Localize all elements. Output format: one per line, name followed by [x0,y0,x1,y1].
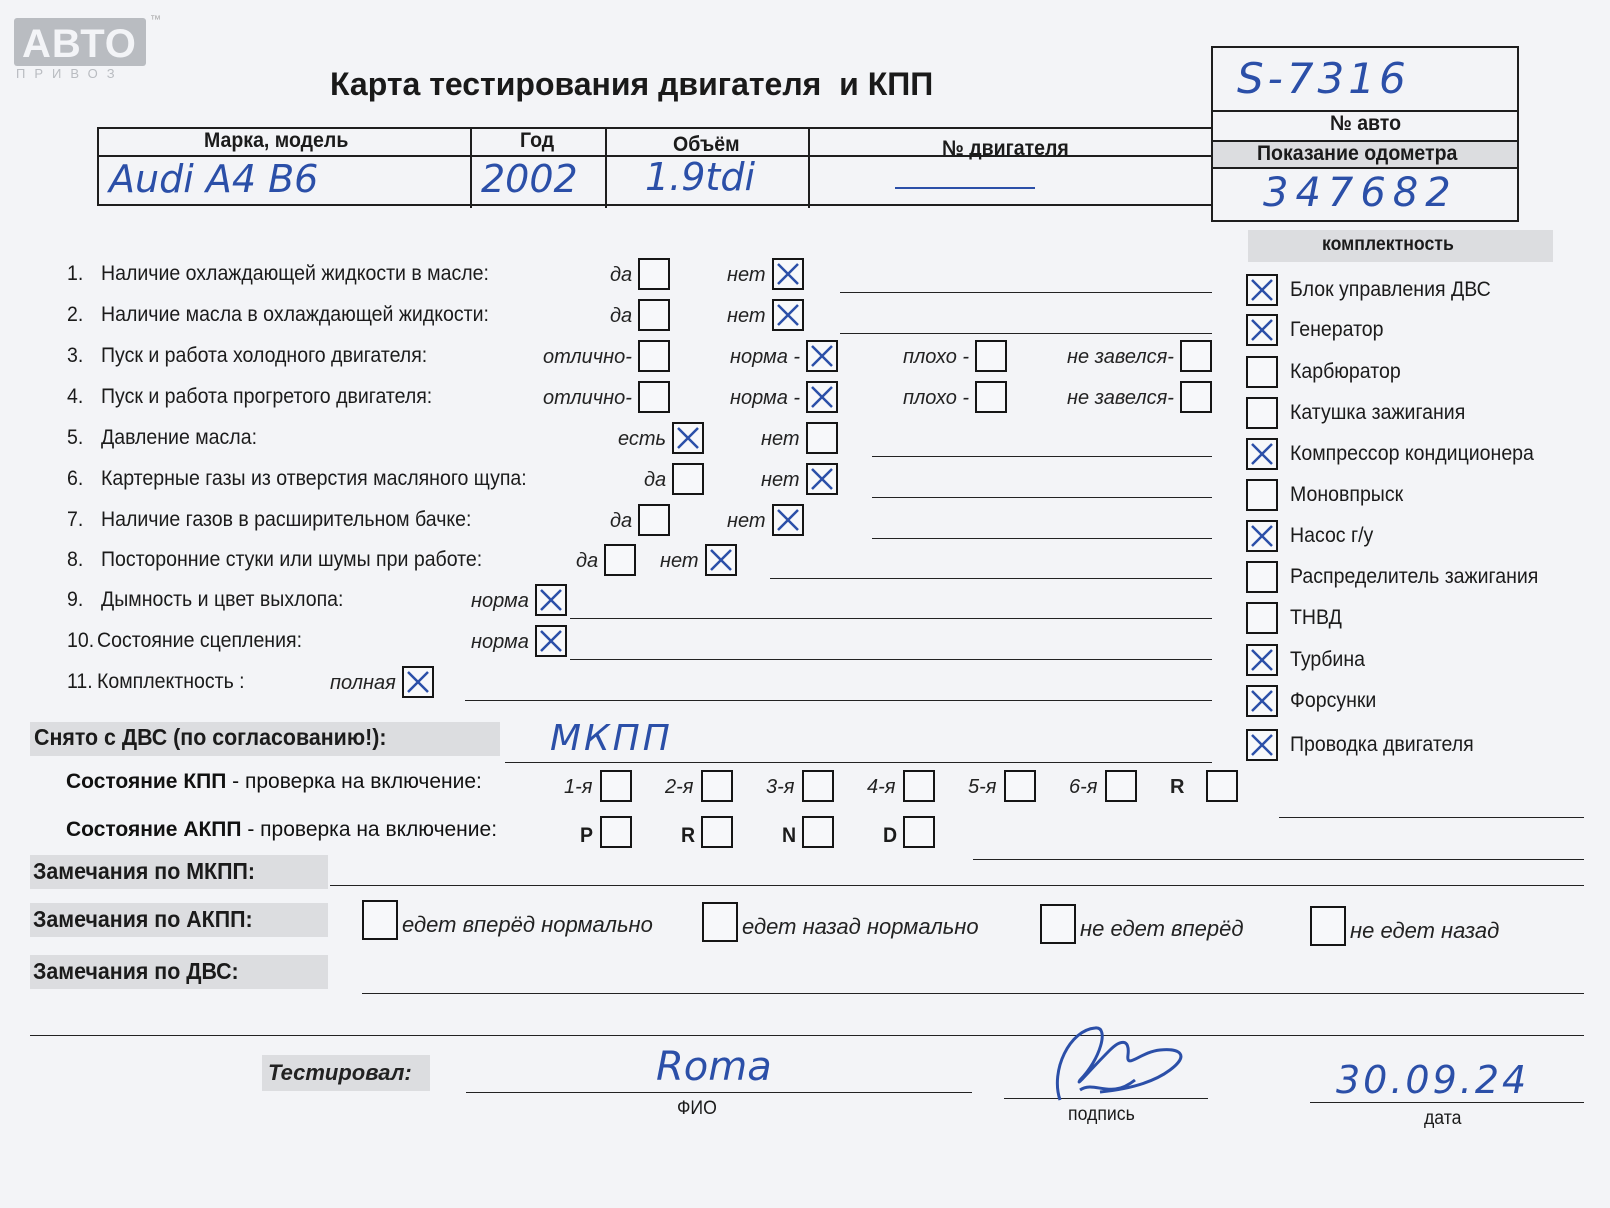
kpp-gear-label: 6-я [1069,776,1098,798]
auto-number-label: № авто [1330,112,1402,135]
completeness-item-label: Турбина [1290,648,1365,671]
akpp-remark-checkbox[interactable] [362,900,398,940]
checkbox-q1-1[interactable] [638,258,670,290]
question-number: 9. [67,588,84,611]
question-number: 7. [67,508,84,531]
option-label: нет [727,305,766,327]
kpp-gear-label: 5-я [968,776,997,798]
answer-line [570,618,1212,619]
option-label: нет [761,428,800,450]
kpp-gear-label: 4-я [867,776,896,798]
completeness-item-label: Компрессор кондиционера [1290,442,1534,465]
header-model-label: Марка, модель [204,129,349,152]
answer-line [840,292,1212,293]
fio-label: ФИО [677,1098,717,1119]
akpp-remark-label: едет вперёд нормально [402,912,653,937]
akpp-remark-label: не едет вперёд [1080,916,1244,941]
question-number: 3. [67,344,84,367]
akpp-gear-label: N [782,824,797,847]
checkbox-q4-3[interactable] [975,381,1007,413]
answer-line [872,538,1212,539]
auto-number-value: S-7316 [1237,54,1410,103]
akpp-gear-label: P [580,824,594,847]
completeness-item-label: Блок управления ДВС [1290,278,1491,301]
odometer-value: 347682 [1263,170,1458,216]
option-label: да [610,510,633,532]
answer-line [465,700,1212,701]
question-text: Наличие охлаждающей жидкости в масле: [101,262,489,285]
odometer-label: Показание одометра [1257,142,1458,165]
remarks-dvs-label: Замечания по ДВС: [33,958,239,984]
header-year-value: 2002 [481,157,578,201]
fio-line [466,1092,972,1093]
checkbox-q3-1[interactable] [638,340,670,372]
removed-line [505,762,1212,763]
header-engine-label: № двигателя [942,137,1069,160]
akpp-remark-checkbox[interactable] [702,902,738,942]
remarks-dvs-line-2 [30,1035,1584,1036]
akpp-label-bold: Состояние АКПП [66,818,242,841]
sign-label: подпись [1068,1104,1135,1125]
header-volume-label: Объём [673,133,740,156]
option-label: плохо - [903,387,970,409]
option-label: да [610,305,633,327]
remarks-mkpp-label: Замечания по МКПП: [33,858,255,884]
header-year-label: Год [520,129,555,152]
question-text: Картерные газы из отверстия масляного щупа: [101,467,527,490]
question-number: 4. [67,385,84,408]
completeness-checkbox[interactable] [1246,438,1278,470]
option-label: не завелся- [1067,346,1174,368]
question-text: Пуск и работа холодного двигателя: [101,344,428,367]
checkbox-q3-3[interactable] [975,340,1007,372]
question-number: 11. [67,670,93,693]
logo-tm: ™ [150,14,161,26]
fio-value: Roma [656,1044,772,1090]
akpp-remark-checkbox[interactable] [1310,906,1346,946]
checkbox-q7-2[interactable] [772,504,804,536]
option-label: да [576,550,599,572]
akpp-label [66,818,497,842]
completeness-checkbox[interactable] [1246,520,1278,552]
checkbox-q4-1[interactable] [638,381,670,413]
engine-dash-mark [895,187,1035,189]
option-label: норма [471,590,529,612]
kpp-gear-label: 1-я [564,776,593,798]
checkbox-q2-1[interactable] [638,299,670,331]
akpp-remark-label: не едет назад [1350,918,1500,943]
option-label: норма - [730,346,801,368]
option-label: есть [618,428,667,450]
question-text: Дымность и цвет выхлопа: [101,588,344,611]
completeness-checkbox[interactable] [1246,602,1278,634]
completeness-item-label: Моновпрыск [1290,483,1404,506]
question-text: Состояние сцепления: [97,629,303,652]
question-text: Наличие масла в охлаждающей жидкости: [101,303,489,326]
completeness-checkbox[interactable] [1246,644,1278,676]
option-label: да [644,469,667,491]
akpp-remark-checkbox[interactable] [1040,904,1076,944]
remarks-mkpp-line [330,885,1584,886]
header-table [97,127,1213,206]
date-value: 30.09.24 [1336,1058,1530,1102]
remarks-dvs-line [362,993,1584,994]
option-label: отлично- [543,346,632,368]
question-text: Пуск и работа прогретого двигателя: [101,385,433,408]
tested-label: Тестировал: [268,1060,412,1085]
option-label: норма - [730,387,801,409]
kpp-gear-checkbox[interactable] [1105,770,1137,802]
option-label: не завелся- [1067,387,1174,409]
checkbox-q5-1[interactable] [672,422,704,454]
header-volume-value: 1.9tdi [645,155,756,199]
auto-block [1211,46,1519,222]
kpp-gear-label: 2-я [665,776,694,798]
kpp-label-bold: Состояние КПП [66,770,227,793]
checkbox-q11-1[interactable] [402,666,434,698]
question-text: Наличие газов в расширительном бачке: [101,508,472,531]
kpp-gear-checkbox[interactable] [600,770,632,802]
kpp-gear-checkbox[interactable] [903,770,935,802]
kpp-line [1279,817,1584,818]
completeness-checkbox[interactable] [1246,314,1278,346]
akpp-label-rest: - проверка на включение: [241,818,498,841]
option-label: нет [761,469,800,491]
completeness-item-label: Насос г/у [1290,524,1374,547]
kpp-gear-label: 3-я [766,776,795,798]
logo-brand: АВТО [22,22,137,66]
answer-line [872,456,1212,457]
logo-sub: ПРИВОЗ [16,66,124,81]
date-line [1310,1102,1584,1103]
checkbox-q4-2[interactable] [806,381,838,413]
kpp-gear-label: R [1170,776,1185,798]
answer-line [840,333,1212,334]
question-number: 10. [67,629,95,652]
completeness-checkbox[interactable] [1246,397,1278,429]
completeness-checkbox[interactable] [1246,729,1278,761]
checkbox-q10-1[interactable] [535,625,567,657]
option-label: нет [660,550,699,572]
removed-label: Снято с ДВС (по согласованию!): [34,724,387,750]
completeness-item-label: Катушка зажигания [1290,401,1466,424]
kpp-label [66,770,482,794]
option-label: полная [330,672,396,694]
answer-line [872,497,1212,498]
akpp-gear-checkbox[interactable] [701,816,733,848]
akpp-line [973,859,1584,860]
question-number: 5. [67,426,84,449]
checkbox-q1-2[interactable] [772,258,804,290]
akpp-gear-checkbox[interactable] [903,816,935,848]
checkbox-q3-2[interactable] [806,340,838,372]
header-model-value: Audi A4 B6 [109,157,319,201]
kpp-gear-checkbox[interactable] [701,770,733,802]
option-label: отлично- [543,387,632,409]
completeness-checkbox[interactable] [1246,561,1278,593]
checkbox-q7-1[interactable] [638,504,670,536]
kpp-label-rest: - проверка на включение: [226,770,482,793]
question-text: Посторонние стуки или шумы при работе: [101,548,483,571]
logo [14,18,146,66]
question-number: 8. [67,548,84,571]
completeness-item-label: Проводка двигателя [1290,733,1474,756]
checkbox-q4-4[interactable] [1180,381,1212,413]
option-label: нет [727,264,766,286]
kpp-gear-checkbox[interactable] [1206,770,1238,802]
date-label: дата [1424,1108,1462,1129]
completeness-checkbox[interactable] [1246,479,1278,511]
checkbox-q6-1[interactable] [672,463,704,495]
question-text: Комплектность : [97,670,245,693]
answer-line [770,578,1212,579]
akpp-gear-label: D [883,824,898,847]
completeness-item-label: Форсунки [1290,689,1377,712]
option-label: норма [471,631,529,653]
checkbox-q5-2[interactable] [806,422,838,454]
akpp-remark-label: едет назад нормально [742,914,979,939]
akpp-gear-checkbox[interactable] [600,816,632,848]
completeness-item-label: Генератор [1290,318,1384,341]
option-label: да [610,264,633,286]
page-title: Карта тестирования двигателя и КПП [330,66,934,102]
akpp-gear-label: R [681,824,696,847]
answer-line [570,659,1212,660]
option-label: нет [727,510,766,532]
question-text: Давление масла: [101,426,257,449]
completeness-item-label: ТНВД [1290,606,1342,629]
checkbox-q2-2[interactable] [772,299,804,331]
question-number: 2. [67,303,84,326]
akpp-gear-checkbox[interactable] [802,816,834,848]
completeness-item-label: Распределитель зажигания [1290,565,1539,588]
checkbox-q9-1[interactable] [535,584,567,616]
checkbox-q8-2[interactable] [705,544,737,576]
question-number: 1. [67,262,84,285]
kpp-gear-checkbox[interactable] [1004,770,1036,802]
completeness-checkbox[interactable] [1246,356,1278,388]
remarks-akpp-label: Замечания по АКПП: [33,906,253,932]
completeness-item-label: Карбюратор [1290,360,1401,383]
checkbox-q8-1[interactable] [604,544,636,576]
completeness-checkbox[interactable] [1246,685,1278,717]
checkbox-q6-2[interactable] [806,463,838,495]
checkbox-q3-4[interactable] [1180,340,1212,372]
completeness-title: комплектность [1322,234,1454,255]
kpp-gear-checkbox[interactable] [802,770,834,802]
question-number: 6. [67,467,84,490]
removed-value: МКПП [550,718,673,759]
option-label: плохо - [903,346,970,368]
completeness-checkbox[interactable] [1246,274,1278,306]
